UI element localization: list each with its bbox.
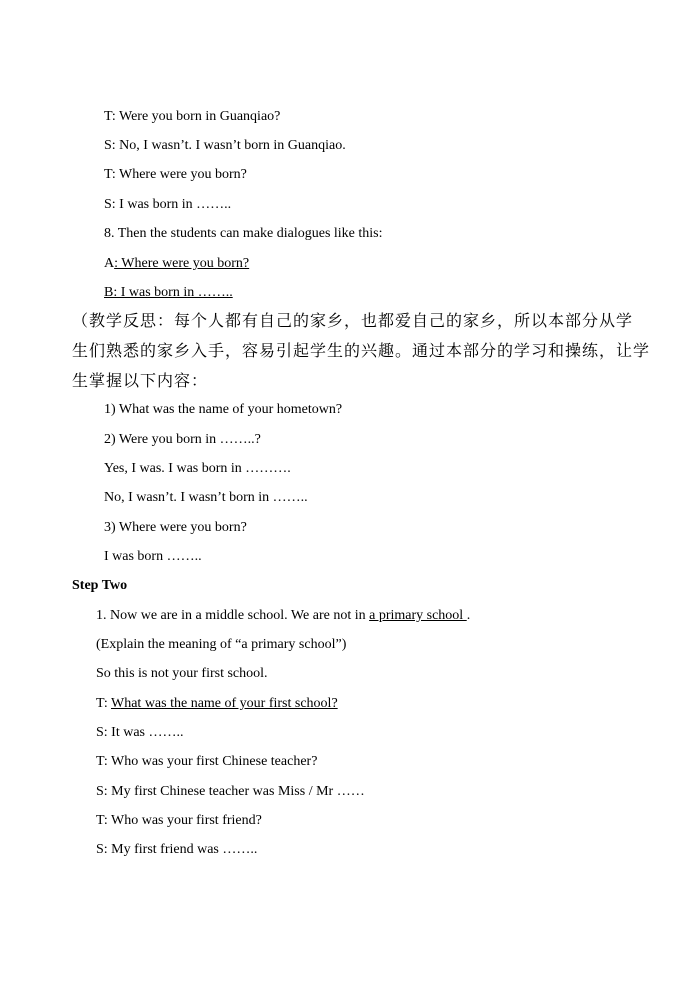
step-two-line-2: (Explain the meaning of “a primary school”) [96, 637, 347, 652]
point-3: 3) Where were you born? [104, 520, 247, 535]
practice-a-text: : Where were you born? [114, 256, 250, 271]
step-two-line-4-prefix: T: [96, 696, 111, 711]
dialogue-line-1: T: Were you born in Guanqiao? [104, 109, 281, 124]
practice-a-line [104, 255, 249, 273]
step-two-line-3: So this is not your first school. [96, 666, 268, 681]
practice-b-line: B: I was born in …….. [104, 285, 233, 300]
point-2-yes: Yes, I was. I was born in ………. [104, 461, 291, 476]
instruction-line: 8. Then the students can make dialogues like this: [104, 226, 383, 241]
section-heading-step-two: Step Two [72, 578, 128, 593]
step-two-line-7: S: My first Chinese teacher was Miss / Mr …… [96, 784, 365, 799]
dialogue-line-2: S: No, I wasn’t. I wasn’t born in Guanqiao. [104, 138, 346, 153]
point-2: 2) Were you born in ……..? [104, 432, 261, 447]
dialogue-line-3: T: Where were you born? [104, 167, 247, 182]
point-1: 1) What was the name of your hometown? [104, 402, 343, 417]
primary-school-phrase: a primary school [369, 608, 467, 623]
practice-a-prefix: A [104, 256, 115, 271]
point-3-answer: I was born …….. [104, 549, 202, 564]
step-two-line-9: S: My first friend was …….. [96, 842, 258, 857]
step-two-line-8: T: Who was your first friend? [96, 813, 262, 828]
reflection-line-1: （教学反思：每个人都有自己的家乡，也都爱自己的家乡，所以本部分从学 [72, 311, 634, 330]
step-two-line-5: S: It was …….. [96, 725, 184, 740]
step-two-line-1 [96, 607, 470, 625]
reflection-line-2: 生们熟悉的家乡入手，容易引起学生的兴趣。通过本部分的学习和操练，让学 [72, 341, 651, 360]
reflection-line-3: 生掌握以下内容： [72, 371, 209, 390]
step-two-line-6: T: Who was your first Chinese teacher? [96, 754, 318, 769]
teaching-reflection [72, 306, 651, 396]
step-two-line-1-prefix: 1. Now we are in a middle school. We are not in [96, 608, 370, 623]
dialogue-line-4: S: I was born in …….. [104, 197, 232, 212]
point-2-no: No, I wasn’t. I wasn’t born in …….. [104, 490, 308, 505]
step-two-line-1-suffix: . [466, 608, 471, 623]
first-school-question: What was the name of your first school? [111, 696, 338, 711]
step-two-line-4 [96, 695, 338, 713]
